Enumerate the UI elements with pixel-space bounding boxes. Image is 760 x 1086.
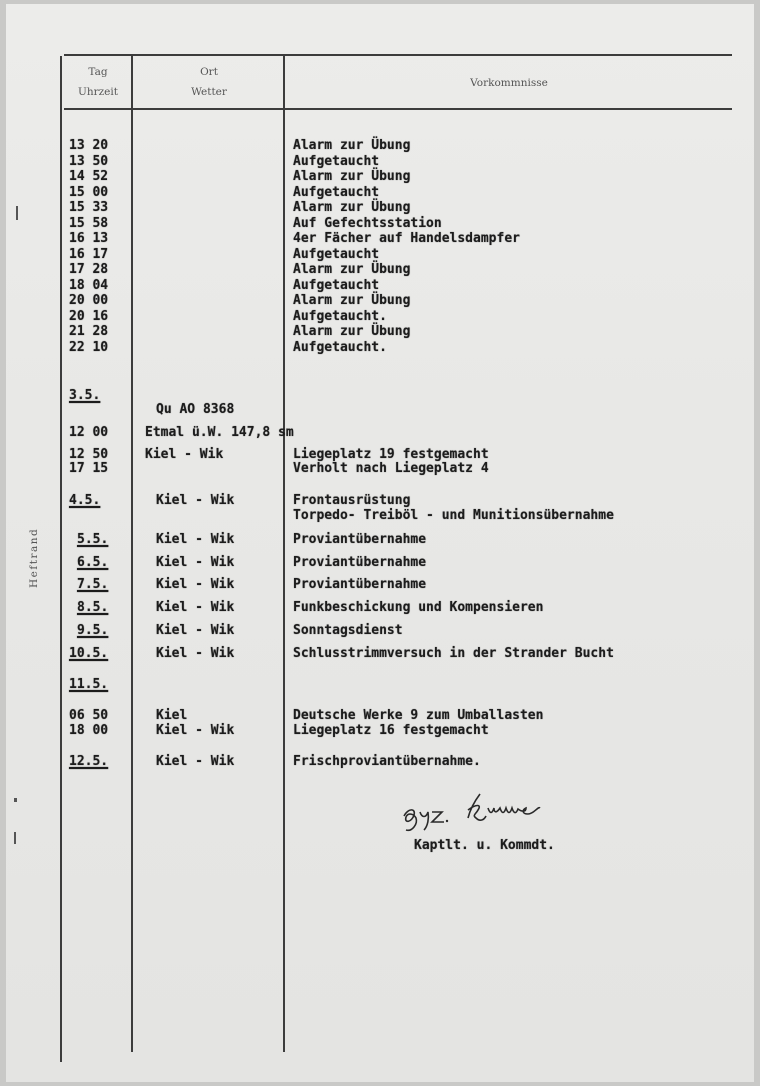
entry-place: Kiel - Wik bbox=[156, 646, 235, 661]
entry-place: Kiel - Wik bbox=[145, 447, 224, 462]
entry-event: Alarm zur Übung bbox=[293, 324, 411, 339]
log-row bbox=[0, 247, 760, 263]
margin-label-heftrand: Heftrand bbox=[28, 527, 40, 588]
entry-time: 13 20 bbox=[69, 138, 109, 153]
entry-time: 17 15 bbox=[69, 461, 109, 476]
entry-time: 12 50 bbox=[69, 447, 109, 462]
entry-event: Proviantübernahme bbox=[293, 532, 427, 547]
log-row bbox=[0, 169, 760, 185]
header-wetter: Wetter bbox=[191, 86, 227, 98]
log-row bbox=[0, 723, 760, 739]
entry-time: 22 10 bbox=[69, 340, 109, 355]
margin-mark bbox=[14, 798, 17, 802]
entry-date: 3.5. bbox=[69, 388, 101, 403]
entry-time: 14 52 bbox=[69, 169, 109, 184]
log-row-date bbox=[0, 600, 760, 616]
entry-date: 7.5. bbox=[77, 577, 109, 592]
entry-place: Kiel - Wik bbox=[156, 754, 235, 769]
entry-time: 21 28 bbox=[69, 324, 109, 339]
log-row bbox=[0, 231, 760, 247]
margin-mark bbox=[16, 206, 18, 220]
entry-event: Frontausrüstung bbox=[293, 493, 411, 508]
entry-event: Frischproviantübernahme. bbox=[293, 754, 481, 769]
log-row bbox=[0, 262, 760, 278]
entry-date: 10.5. bbox=[69, 646, 109, 661]
entry-event: Aufgetaucht bbox=[293, 247, 380, 262]
entry-event: Alarm zur Übung bbox=[293, 200, 411, 215]
entry-time: 20 00 bbox=[69, 293, 109, 308]
entry-event: Verholt nach Liegeplatz 4 bbox=[293, 461, 489, 476]
entry-event: Liegeplatz 16 festgemacht bbox=[293, 723, 489, 738]
header-ort: Ort bbox=[200, 66, 218, 78]
log-row-date bbox=[0, 555, 760, 571]
entry-event: Liegeplatz 19 festgemacht bbox=[293, 447, 489, 462]
log-row bbox=[0, 154, 760, 170]
log-row bbox=[0, 185, 760, 201]
entry-event: Alarm zur Übung bbox=[293, 169, 411, 184]
entry-time: 16 13 bbox=[69, 231, 109, 246]
entry-place: Kiel - Wik bbox=[156, 723, 235, 738]
entry-event: Aufgetaucht bbox=[293, 278, 380, 293]
entry-time: 13 50 bbox=[69, 154, 109, 169]
log-row-date bbox=[0, 754, 760, 770]
entry-time: 15 58 bbox=[69, 216, 109, 231]
entry-event: Alarm zur Übung bbox=[293, 138, 411, 153]
entry-place: Kiel - Wik bbox=[156, 493, 235, 508]
log-row-date bbox=[0, 532, 760, 548]
log-row bbox=[0, 402, 760, 418]
entry-place: Kiel bbox=[156, 708, 188, 723]
log-row-date bbox=[0, 677, 760, 693]
log-row bbox=[0, 278, 760, 294]
entry-event: Sonntagsdienst bbox=[293, 623, 403, 638]
entry-event: Schlusstrimmversuch in der Strander Bucht bbox=[293, 646, 614, 661]
log-row bbox=[0, 708, 760, 724]
entry-time: 17 28 bbox=[69, 262, 109, 277]
entry-place: Etmal ü.W. 147,8 sm bbox=[145, 425, 294, 440]
entry-event: Proviantübernahme bbox=[293, 555, 427, 570]
entry-time: 06 50 bbox=[69, 708, 109, 723]
entry-date: 9.5. bbox=[77, 623, 109, 638]
entry-time: 12 00 bbox=[69, 425, 109, 440]
entry-time: 15 33 bbox=[69, 200, 109, 215]
entry-date: 11.5. bbox=[69, 677, 109, 692]
entry-date: 12.5. bbox=[69, 754, 109, 769]
log-row-date bbox=[0, 623, 760, 639]
entry-event: 4er Fächer auf Handelsdampfer bbox=[293, 231, 520, 246]
margin-mark bbox=[14, 832, 16, 844]
signature-title: Kaptlt. u. Kommdt. bbox=[414, 838, 555, 853]
entry-event: Aufgetaucht. bbox=[293, 309, 387, 324]
entry-place: Kiel - Wik bbox=[156, 600, 235, 615]
log-row bbox=[0, 138, 760, 154]
entry-place: Kiel - Wik bbox=[156, 555, 235, 570]
entry-place: Kiel - Wik bbox=[156, 577, 235, 592]
entry-time: 20 16 bbox=[69, 309, 109, 324]
log-row bbox=[0, 216, 760, 232]
log-row bbox=[0, 309, 760, 325]
log-row bbox=[0, 200, 760, 216]
entry-event: Deutsche Werke 9 zum Umballasten bbox=[293, 708, 544, 723]
entry-place: Kiel - Wik bbox=[156, 532, 235, 547]
handwritten-signature bbox=[398, 788, 558, 834]
entry-event: Proviantübernahme bbox=[293, 577, 427, 592]
log-row-date bbox=[0, 646, 760, 662]
entry-time: 16 17 bbox=[69, 247, 109, 262]
entry-event: Aufgetaucht. bbox=[293, 340, 387, 355]
entry-event: Alarm zur Übung bbox=[293, 262, 411, 277]
log-row bbox=[0, 508, 760, 524]
entry-date: 5.5. bbox=[77, 532, 109, 547]
header-uhrzeit: Uhrzeit bbox=[78, 86, 118, 98]
entry-event: Alarm zur Übung bbox=[293, 293, 411, 308]
entry-event: Auf Gefechtsstation bbox=[293, 216, 442, 231]
log-row-date bbox=[0, 577, 760, 593]
entry-place: Kiel - Wik bbox=[156, 623, 235, 638]
entry-time: 18 04 bbox=[69, 278, 109, 293]
entry-event: Torpedo- Treiböl - und Munitionsübernahme bbox=[293, 508, 614, 523]
signature-scribble bbox=[398, 788, 558, 834]
log-row-date bbox=[0, 493, 760, 509]
header-vorkommnisse: Vorkommnisse bbox=[470, 77, 548, 89]
entry-event: Aufgetaucht bbox=[293, 154, 380, 169]
entry-date: 6.5. bbox=[77, 555, 109, 570]
entry-place: Qu AO 8368 bbox=[156, 402, 235, 417]
log-row bbox=[0, 461, 760, 477]
entry-time: 18 00 bbox=[69, 723, 109, 738]
log-row bbox=[0, 425, 760, 441]
log-row bbox=[0, 293, 760, 309]
entry-event: Aufgetaucht bbox=[293, 185, 380, 200]
log-row bbox=[0, 340, 760, 356]
header-tag: Tag bbox=[88, 66, 108, 78]
log-row bbox=[0, 324, 760, 340]
entry-time: 15 00 bbox=[69, 185, 109, 200]
entry-date: 8.5. bbox=[77, 600, 109, 615]
entry-date: 4.5. bbox=[69, 493, 101, 508]
entry-event: Funkbeschickung und Kompensieren bbox=[293, 600, 544, 615]
